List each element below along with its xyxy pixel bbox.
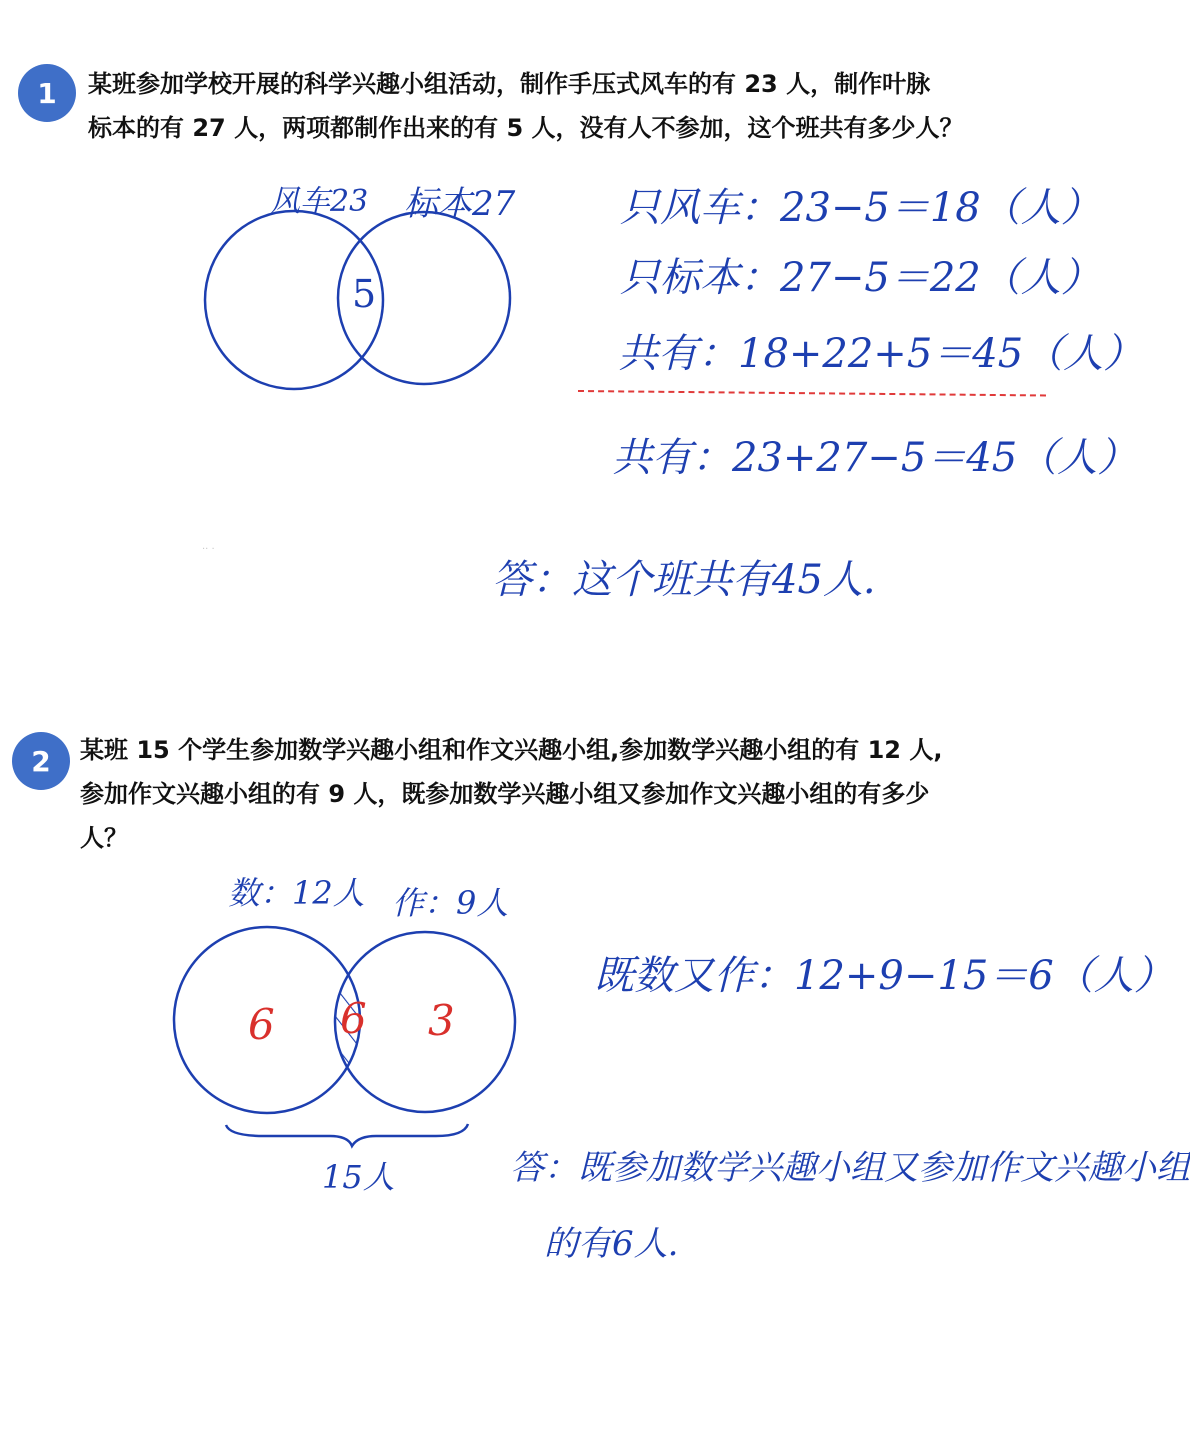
venn-2-left-label: 数：12人 [228, 874, 365, 912]
problem-2-answer-line-1: 答：既参加数学兴趣小组又参加作文兴趣小组 [510, 1148, 1190, 1188]
problem-1-question [88, 62, 1048, 150]
venn-2-total-brace [226, 1124, 468, 1146]
venn-2-right-only-value: 3 [428, 996, 455, 1045]
scan-smudge: ·· · [202, 544, 215, 555]
venn-1-overlap-value: 5 [352, 272, 377, 316]
problem-1-work-line-3: 共有：18+22+5＝45（人） [618, 331, 1144, 377]
problem-1-work-line-4: 共有：23+27−5＝45（人） [612, 435, 1138, 481]
problem-1-question-line-1: 某班参加学校开展的科学兴趣小组活动，制作手压式风车的有 23 人，制作叶脉 [88, 70, 931, 98]
venn-2-right-label: 作：9人 [392, 884, 509, 922]
venn-1-right-label: 标本27 [404, 184, 516, 224]
problem-1-question-line-2: 标本的有 27 人，两项都制作出来的有 5 人，没有人不参加，这个班共有多少人？ [88, 114, 964, 142]
problem-1-work-line-2: 只标本：27−5＝22（人） [620, 255, 1101, 301]
venn-1-left-label: 风车23 [270, 184, 369, 219]
problem-number-badge-1: 1 [18, 64, 76, 122]
venn-2-left-only-value: 6 [248, 1000, 275, 1049]
problem-2-question-line-1: 某班 15 个学生参加数学兴趣小组和作文兴趣小组,参加数学兴趣小组的有 12 人, [80, 736, 943, 764]
problem-2-question-line-3: 人？ [80, 824, 128, 852]
problem-2-question-line-2: 参加作文兴趣小组的有 9 人，既参加数学兴趣小组又参加作文兴趣小组的有多少 [80, 780, 930, 808]
problem-number-badge-2: 2 [12, 732, 70, 790]
problem-2-question [80, 728, 1060, 860]
venn-2-total-label: 15人 [322, 1158, 395, 1196]
venn-2-overlap-value: 6 [340, 994, 367, 1043]
problem-1-work-line-1: 只风车：23−5＝18（人） [620, 185, 1101, 231]
dashed-divider [578, 390, 1046, 396]
problem-2-answer-line-2: 的有6人. [544, 1224, 679, 1264]
problem-1-answer: 答：这个班共有45人. [492, 557, 876, 603]
problem-2-work-line-1: 既数又作：12+9−15＝6（人） [594, 953, 1174, 999]
